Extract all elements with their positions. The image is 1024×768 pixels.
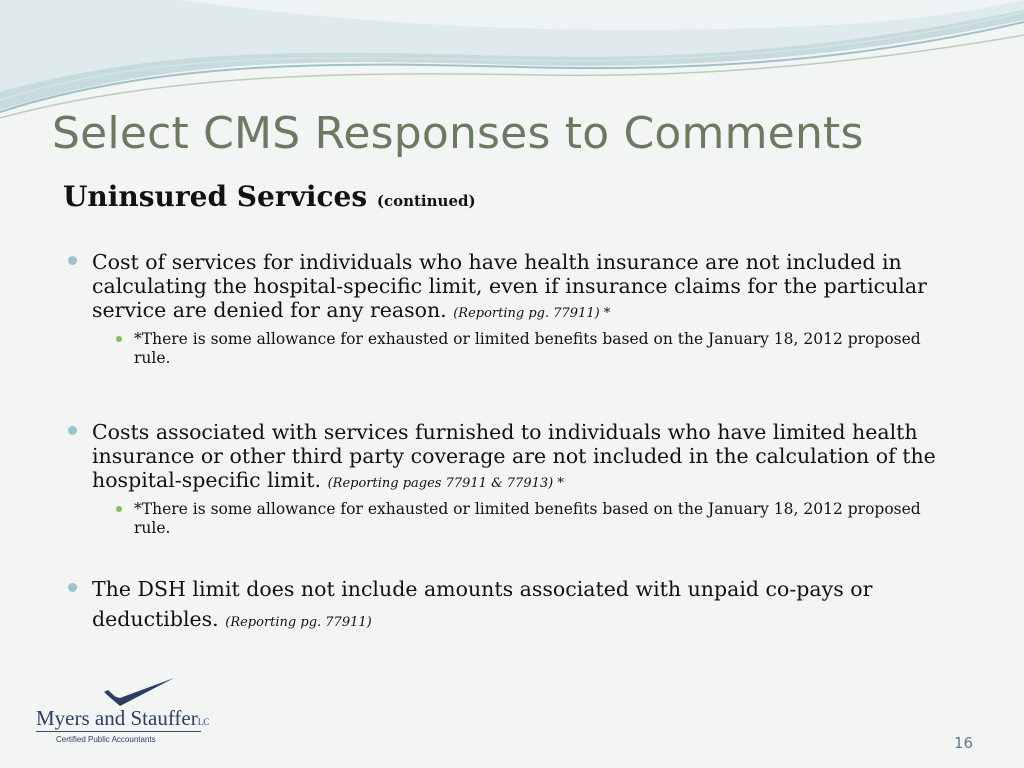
sub-bullet-text: *There is some allowance for exhausted or limited benefits based on the January 18, 2012 proposed rule. xyxy=(134,330,921,367)
sub-bullet-item xyxy=(108,500,956,538)
bullet-item xyxy=(66,250,956,326)
bullet-icon xyxy=(68,256,77,265)
sub-bullet-icon xyxy=(116,506,122,512)
bullet-icon xyxy=(68,583,77,592)
bullet-icon xyxy=(68,426,77,435)
bullet-text: Cost of services for individuals who have health insurance are not included in calculating the hospital-specific limit, even if insurance claims for the particular service are denied for any reason. xyxy=(92,250,927,322)
sub-bullet-item xyxy=(108,330,956,368)
slide-title: Select CMS Responses to Comments xyxy=(52,108,864,159)
bullet-list xyxy=(66,250,956,638)
bullet-item xyxy=(66,420,956,496)
bullet-reference: (Reporting pg. 77911) * xyxy=(453,306,611,321)
bullet-reference: (Reporting pages 77911 & 77913) * xyxy=(327,476,564,491)
subtitle-note: (continued) xyxy=(376,192,476,210)
sub-bullet-icon xyxy=(116,336,122,342)
bullet-text: Costs associated with services furnished to individuals who have limited health insurance or other third party coverage are not included in the calculation of the hospital-specific limit. xyxy=(92,420,936,492)
logo-divider xyxy=(36,731,201,732)
logo-tagline: Certified Public Accountants xyxy=(56,735,156,744)
bullet-item xyxy=(66,574,956,638)
section-subtitle xyxy=(63,180,476,213)
checkmark-icon xyxy=(98,676,178,710)
bullet-text: The DSH limit does not include amounts associated with unpaid co-pays or deductibles. xyxy=(92,577,873,631)
logo-name xyxy=(36,706,209,731)
company-logo xyxy=(36,676,210,748)
sub-bullet-text: *There is some allowance for exhausted or limited benefits based on the January 18, 2012 proposed rule. xyxy=(134,500,921,537)
logo-name-text: Myers and Stauffer xyxy=(36,706,198,730)
bullet-reference: (Reporting pg. 77911) xyxy=(225,615,372,630)
page-number: 16 xyxy=(954,734,974,752)
subtitle-text: Uninsured Services xyxy=(63,180,368,213)
logo-suffix: LC xyxy=(197,717,210,727)
